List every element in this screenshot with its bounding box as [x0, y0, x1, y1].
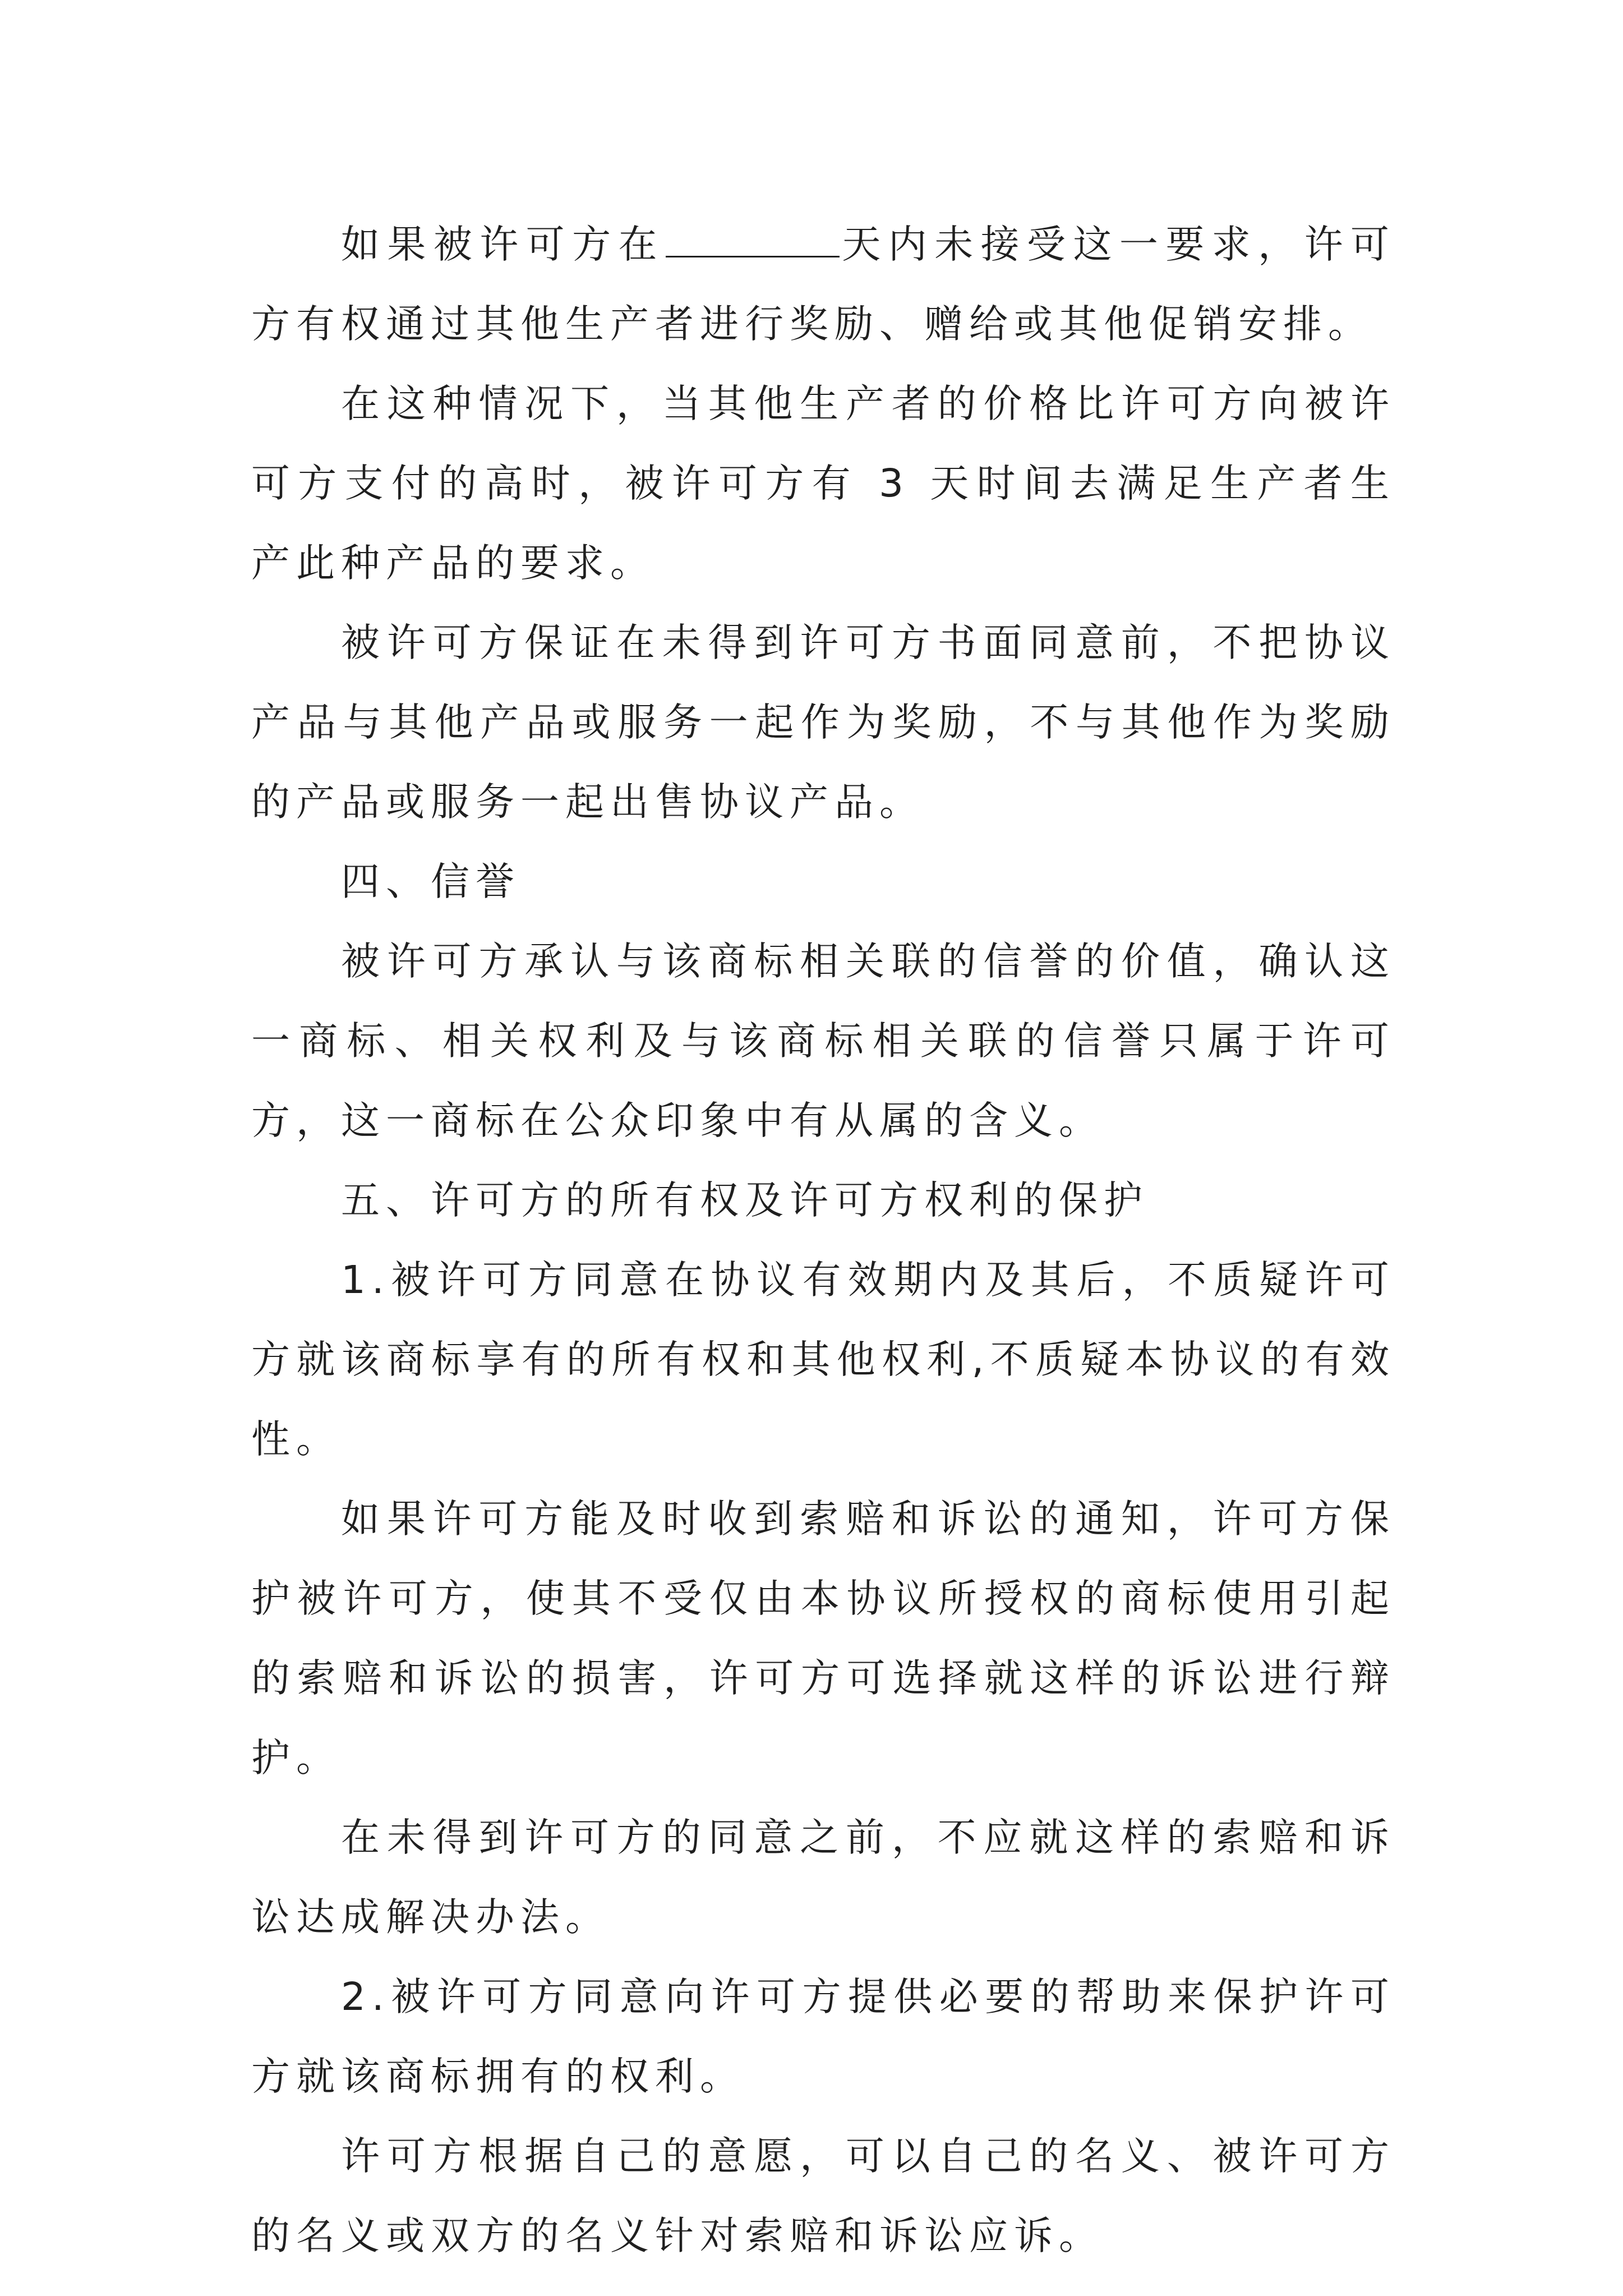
paragraph-1-tail: 天内未接受这一要求，许可方有权通过其他生产者进行奖励、赠给或其他促销安排。 [251, 222, 1396, 347]
document-body [251, 205, 1395, 2276]
paragraph-9: 在未得到许可方的同意之前，不应就这样的索赔和诉讼达成解决办法。 [251, 1815, 1395, 1940]
paragraph-5: 被许可方承认与该商标相关联的信誉的价值，确认这一商标、相关权利及与该商标相关联的信誉只属于许可方，这一商标在公众印象中有从属的含义。 [251, 939, 1395, 1143]
paragraph-1 [251, 205, 1395, 364]
paragraph-1-lead: 如果被许可方在 [341, 222, 665, 267]
fill-in-blank [666, 222, 840, 257]
clause-2: 2.被许可方同意向许可方提供必要的帮助来保护许可方就该商标拥有的权利。 [251, 1975, 1395, 2099]
paragraph-8: 如果许可方能及时收到索赔和诉讼的通知，许可方保护被许可方，使其不受仅由本协议所授权的商标使用引起的索赔和诉讼的损害，许可方可选择就这样的诉讼进行辩护。 [251, 1497, 1395, 1780]
paragraph-11: 许可方根据自己的意愿，可以自己的名义、被许可方的名义或双方的名义针对索赔和诉讼应诉。 [251, 2134, 1395, 2258]
paragraph-2: 在这种情况下，当其他生产者的价格比许可方向被许可方支付的高时，被许可方有 3 天时间去满足生产者生产此种产品的要求。 [251, 381, 1395, 586]
section-heading-4: 四、信誉 [341, 859, 520, 904]
paragraph-3: 被许可方保证在未得到许可方书面同意前，不把协议产品与其他产品或服务一起作为奖励，不与其他作为奖励的产品或服务一起出售协议产品。 [251, 620, 1395, 825]
section-heading-5: 五、许可方的所有权及许可方权利的保护 [341, 1178, 1149, 1223]
clause-1: 1.被许可方同意在协议有效期内及其后，不质疑许可方就该商标享有的所有权和其他权利,不质疑本协议的有效性。 [251, 1258, 1395, 1462]
